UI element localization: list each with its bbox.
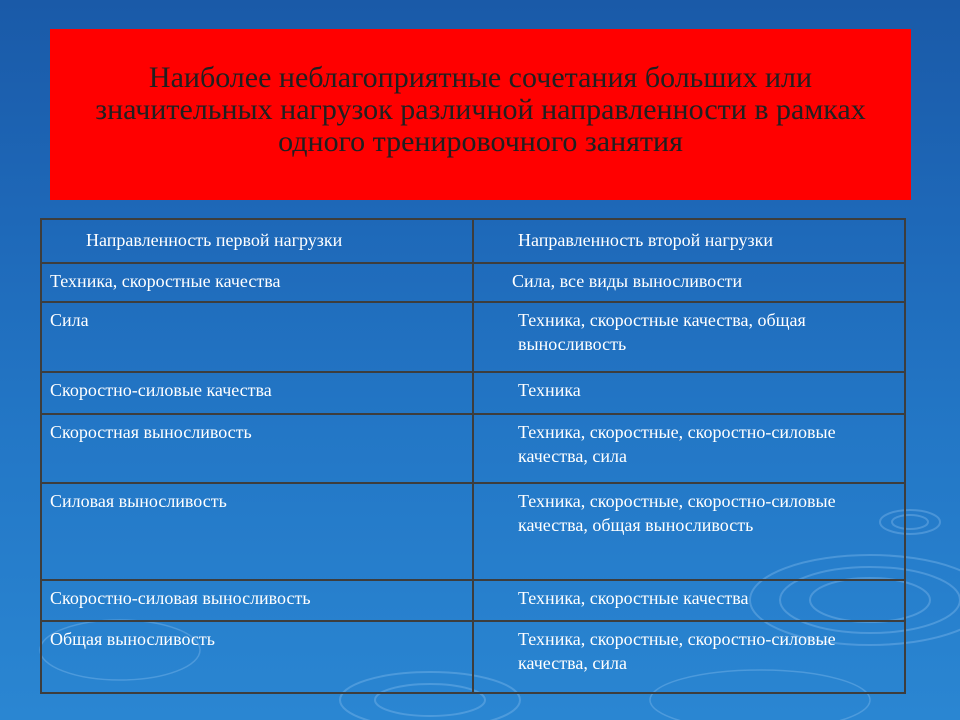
slide-title: Наиболее неблагоприятные сочетания больших или значительных нагрузок различной направленности в рамках одного тренировочного занятия (95, 60, 866, 158)
first-load-cell: Скоростно-силовая выносливость (41, 580, 473, 621)
table (40, 218, 906, 694)
first-load-cell: Общая выносливость (41, 621, 473, 693)
table-row (41, 372, 905, 414)
second-load-cell: Техника, скоростные, скоростно-силовые качества, общая выносливость (473, 483, 905, 580)
table-row (41, 263, 905, 302)
second-load-cell: Сила, все виды выносливости (473, 263, 905, 302)
table-row (41, 580, 905, 621)
title-banner (50, 29, 911, 200)
second-load-cell: Техника, скоростные качества, общая выносливость (473, 302, 905, 372)
second-load-cell: Техника, скоростные качества (473, 580, 905, 621)
table-header-row (41, 219, 905, 263)
table-row (41, 483, 905, 580)
second-load-cell: Техника, скоростные, скоростно-силовые качества, сила (473, 621, 905, 693)
first-load-cell: Техника, скоростные качества (41, 263, 473, 302)
first-load-cell: Скоростная выносливость (41, 414, 473, 483)
first-load-cell: Силовая выносливость (41, 483, 473, 580)
second-load-cell: Техника, скоростные, скоростно-силовые качества, сила (473, 414, 905, 483)
header-second-load: Направленность второй нагрузки (473, 219, 905, 263)
table-row (41, 302, 905, 372)
first-load-cell: Сила (41, 302, 473, 372)
second-load-cell: Техника (473, 372, 905, 414)
first-load-cell: Скоростно-силовые качества (41, 372, 473, 414)
table-row (41, 414, 905, 483)
table-row (41, 621, 905, 693)
load-combination-table (40, 218, 904, 694)
header-first-load: Направленность первой нагрузки (41, 219, 473, 263)
